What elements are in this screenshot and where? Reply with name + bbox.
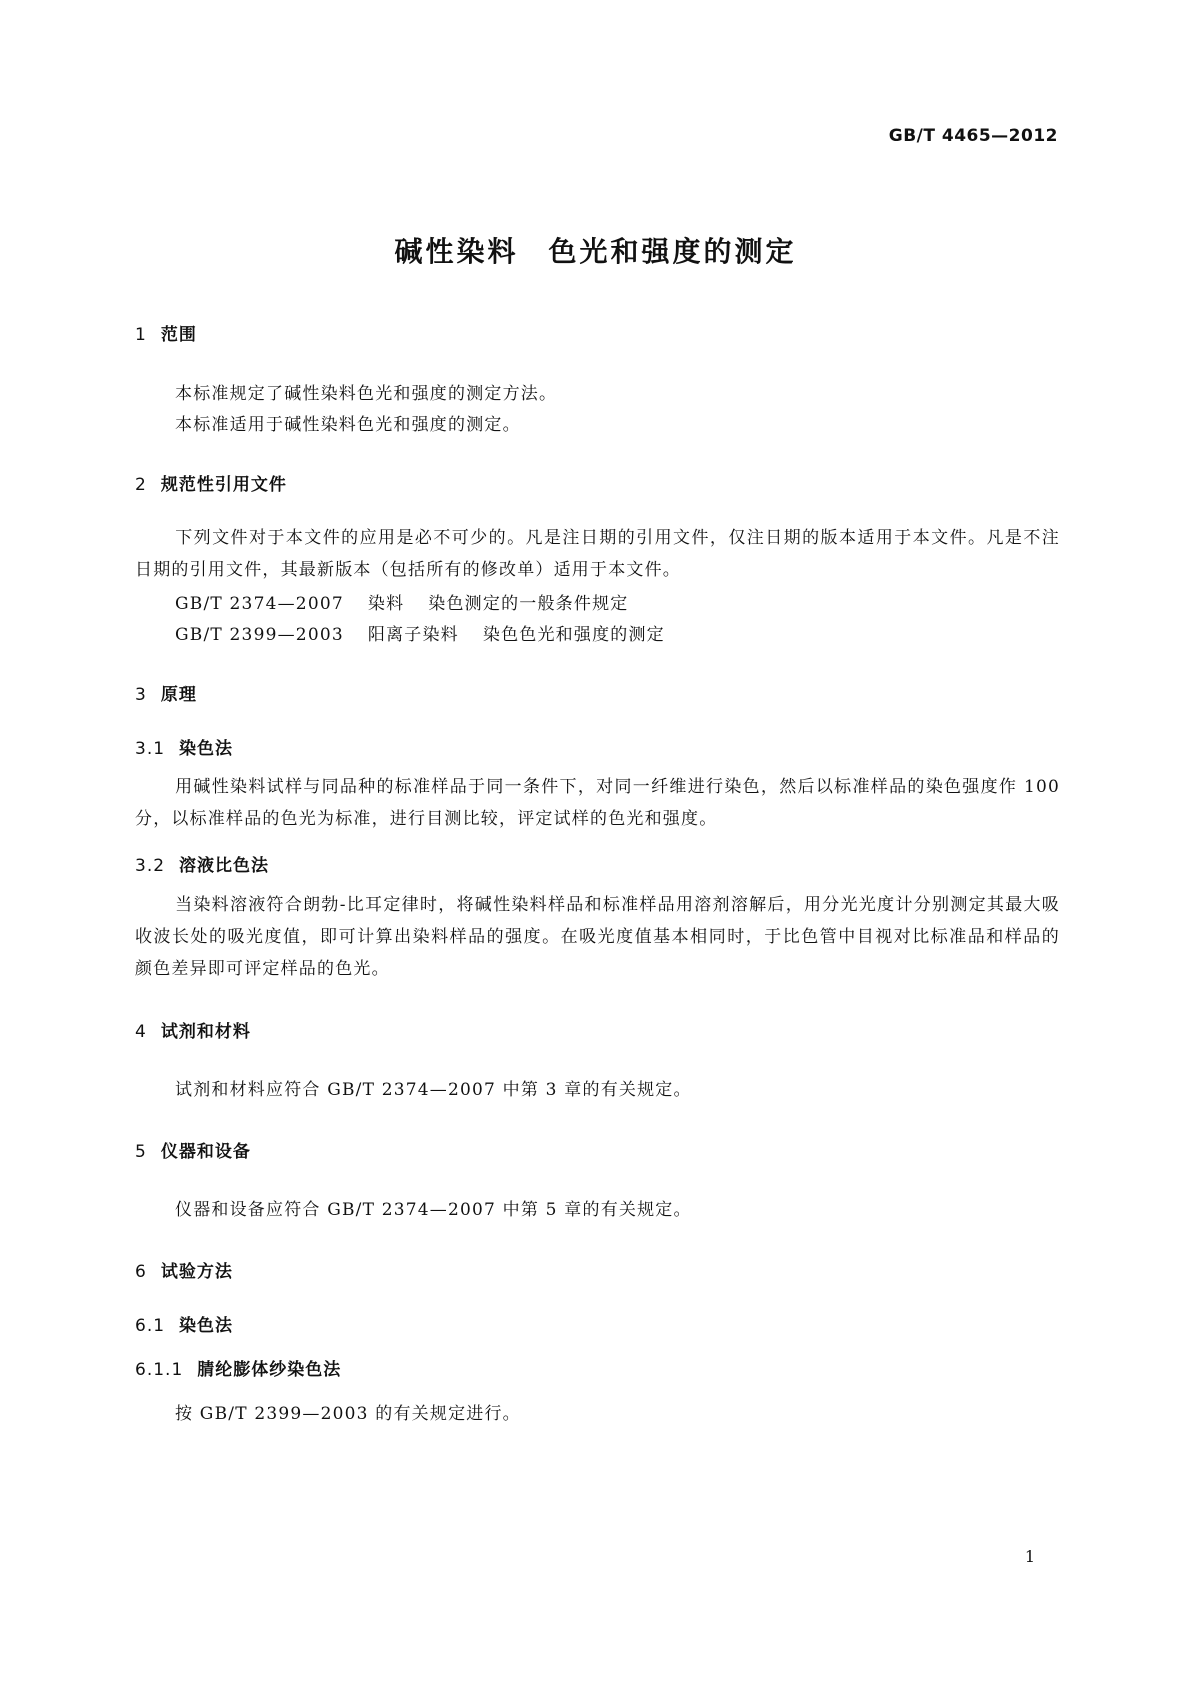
- section-number: 2: [135, 475, 147, 495]
- standard-code: GB/T 4465—2012: [888, 126, 1058, 146]
- section-5-heading: [135, 1137, 251, 1162]
- reference-title-b: 染色测定的一般条件规定: [428, 594, 629, 614]
- section-title: 试验方法: [160, 1262, 233, 1282]
- section-number: 4: [135, 1022, 147, 1042]
- section-2-heading: [135, 470, 287, 495]
- paragraph: [135, 771, 1060, 835]
- page-number: 1: [1024, 1547, 1035, 1566]
- section-number: 3: [135, 685, 147, 705]
- section-3-1-heading: [135, 734, 233, 759]
- paragraph: [135, 522, 1060, 586]
- reference-code: GB/T 2399—2003: [175, 625, 344, 645]
- section-title: 染色法: [179, 1316, 234, 1336]
- section-title: 溶液比色法: [179, 856, 270, 876]
- section-title: 原理: [160, 685, 197, 705]
- title-part-1: 碱性染料: [394, 235, 519, 268]
- paragraph-text: 当染料溶液符合朗勃-比耳定律时，将碱性染料样品和标准样品用溶剂溶解后，用分光光度计分别测定其最大吸收波长处的吸光度值，即可计算出染料样品的强度。在吸光度值基本相同时，于比色管中目视对比标准品和样品的颜色差异即可评定样品的色光。: [135, 895, 1060, 979]
- document-title: [0, 230, 1191, 270]
- section-4-heading: [135, 1017, 251, 1042]
- reference-title-b: 染色色光和强度的测定: [482, 625, 665, 645]
- reference-item: [175, 620, 665, 645]
- section-title: 染色法: [179, 739, 234, 759]
- section-title: 试剂和材料: [160, 1022, 251, 1042]
- section-title: 规范性引用文件: [160, 475, 287, 495]
- reference-code: GB/T 2374—2007: [175, 594, 344, 614]
- section-6-1-1-heading: [135, 1355, 341, 1380]
- paragraph: 本标准适用于碱性染料色光和强度的测定。: [175, 415, 521, 435]
- section-6-heading: [135, 1257, 233, 1282]
- paragraph: 试剂和材料应符合 GB/T 2374—2007 中第 3 章的有关规定。: [175, 1080, 692, 1100]
- reference-title-a: 阳离子染料: [367, 625, 459, 645]
- section-number: 6.1: [135, 1316, 166, 1336]
- section-title: 范围: [160, 325, 197, 345]
- paragraph: 仪器和设备应符合 GB/T 2374—2007 中第 5 章的有关规定。: [175, 1200, 692, 1220]
- section-3-heading: [135, 680, 197, 705]
- section-6-1-heading: [135, 1311, 233, 1336]
- section-number: 3.2: [135, 856, 166, 876]
- section-title: 腈纶膨体纱染色法: [197, 1360, 342, 1380]
- section-number: 5: [135, 1142, 147, 1162]
- section-number: 3.1: [135, 739, 166, 759]
- title-part-2: 色光和强度的测定: [548, 235, 797, 268]
- paragraph: 按 GB/T 2399—2003 的有关规定进行。: [175, 1404, 521, 1424]
- paragraph: [135, 889, 1060, 985]
- section-title: 仪器和设备: [160, 1142, 251, 1162]
- section-number: 6.1.1: [135, 1360, 184, 1380]
- section-number: 1: [135, 325, 147, 345]
- paragraph-text: 用碱性染料试样与同品种的标准样品于同一条件下，对同一纤维进行染色，然后以标准样品的染色强度作 100 分，以标准样品的色光为标准，进行目测比较，评定试样的色光和强度。: [135, 777, 1060, 829]
- section-1-heading: [135, 320, 197, 345]
- paragraph: 本标准规定了碱性染料色光和强度的测定方法。: [175, 384, 558, 404]
- reference-title-a: 染料: [367, 594, 405, 614]
- section-3-2-heading: [135, 851, 269, 876]
- paragraph-text: 下列文件对于本文件的应用是必不可少的。凡是注日期的引用文件，仅注日期的版本适用于本文件。凡是不注日期的引用文件，其最新版本（包括所有的修改单）适用于本文件。: [135, 528, 1060, 580]
- section-number: 6: [135, 1262, 147, 1282]
- reference-item: [175, 589, 628, 614]
